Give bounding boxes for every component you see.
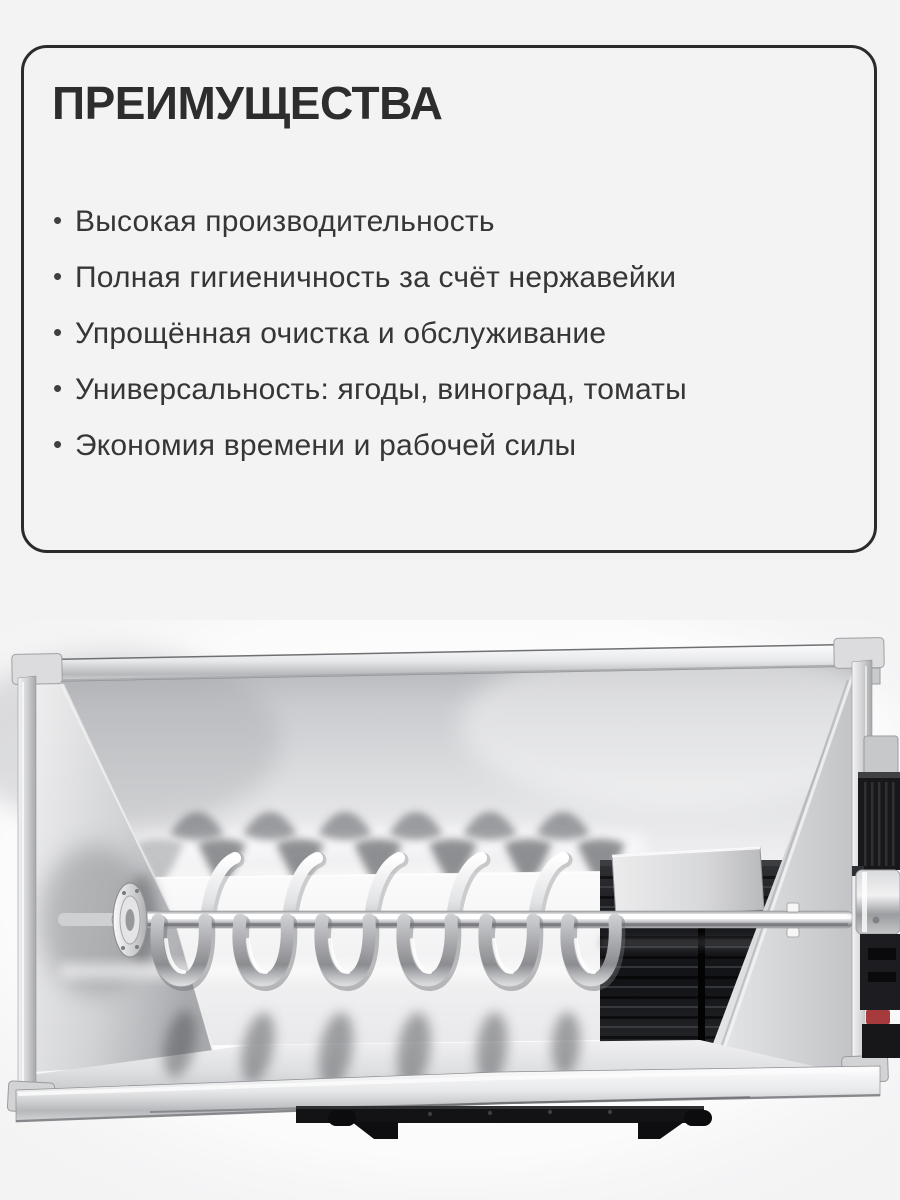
list-item-text: Экономия времени и рабочей силы [75,429,577,462]
bullet-dot: • [53,429,63,459]
bullet-dot: • [53,373,63,403]
list-item [53,362,854,418]
bullet-dot: • [53,205,63,235]
discharge-scoop [612,848,764,918]
list-item-text: Полная гигиеничность за счёт нержавейки [75,261,677,294]
list-item [53,418,854,474]
list-item [53,250,854,306]
list-item-text: Универсальность: ягоды, виноград, томаты [75,373,687,406]
machine-illustration [0,620,900,1200]
bullet-dot: • [53,261,63,291]
card-title: ПРЕИМУЩЕСТВА [52,77,443,129]
motor-red-cap [866,1010,890,1024]
list-item-text: Высокая производительность [75,205,495,238]
product-photo [0,620,900,1200]
bullet-dot: • [53,317,63,347]
list-item [53,306,854,362]
advantages-card [21,45,877,553]
advantages-list [24,194,854,474]
list-item-text: Упрощённая очистка и обслуживание [75,317,607,350]
shaft-flange [113,883,147,957]
list-item [53,194,854,250]
